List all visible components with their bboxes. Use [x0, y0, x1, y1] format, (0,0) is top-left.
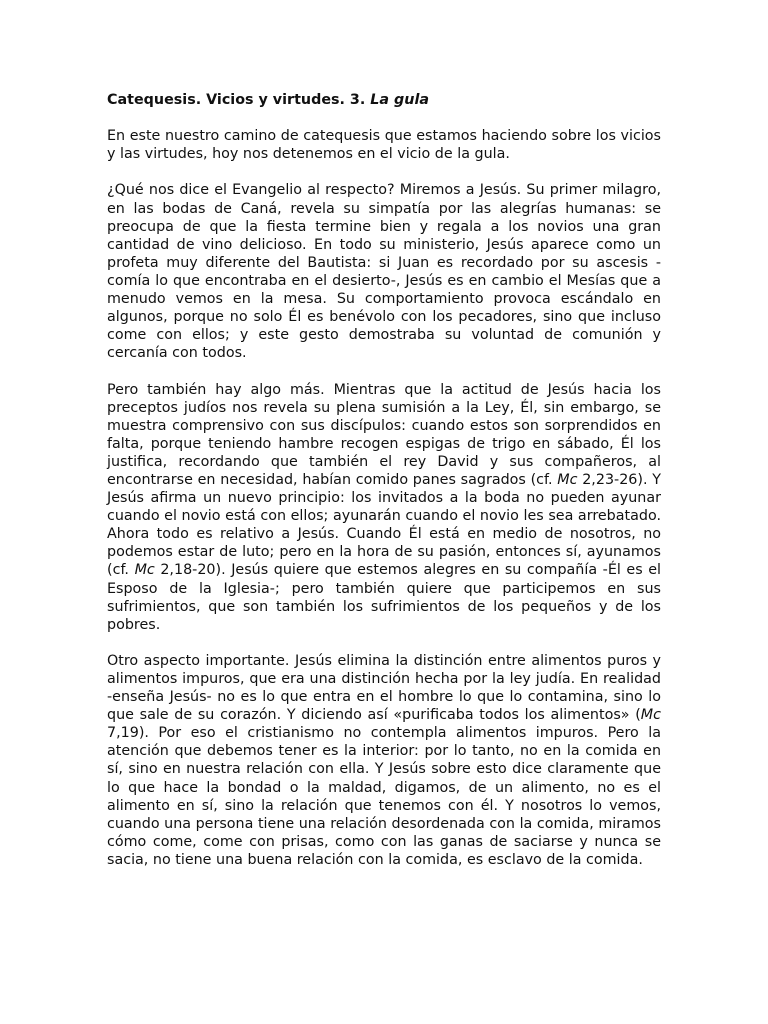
paragraph-4: [107, 652, 661, 869]
title-main: Catequesis. Vicios y virtudes. 3.: [107, 92, 371, 108]
paragraph-3-part-3: 2,18-20). Jesús quiere que estemos alegres en su compañía -Él es el Esposo de la Iglesia-; pero también quiere que participemos en sus sufrimientos, que son también los sufrimientos de los pequeños y de los pobres.: [107, 562, 661, 633]
paragraph-4-part-2: 7,19). Por eso el cristianismo no contempla alimentos impuros. Pero la atención que debemos tener es la interior: por lo tanto, no en la comida en sí, sino en nuestra relación con ella. Y Jesús sobre esto dice claramente que lo que hace la bondad o la maldad, digamos, de un alimento, no es el alimento en sí, sino la relación que tenemos con él. Y nosotros lo vemos, cuando una persona tiene una relación desordenada con la comida, miramos cómo come, come con prisas, como con las ganas de saciarse y nunca se sacia, no tiene una buena relación con la comida, es esclavo de la comida.: [107, 725, 661, 868]
paragraph-1: En este nuestro camino de catequesis que estamos haciendo sobre los vicios y las virtudes, hoy nos detenemos en el vicio de la gula.: [107, 128, 661, 163]
document-title: [107, 91, 661, 109]
paragraph-3-part-1: Pero también hay algo más. Mientras que la actitud de Jesús hacia los preceptos judíos nos revela su plena sumisión a la Ley, Él, sin embargo, se muestra comprensivo con sus discípulos: cuando estos son sorprendidos en falta, porque teniendo hambre recogen espigas de trigo en sábado, Él los justifica, recordando que también el rey David y sus compañeros, al encontrarse en necesidad, habían comido panes sagrados (cf.: [107, 381, 661, 488]
paragraph-2: ¿Qué nos dice el Evangelio al respecto? Miremos a Jesús. Su primer milagro, en las bodas de Caná, revela su simpatía por las alegrías humanas: se preocupa de que la fiesta termine bien y regala a los novios una gran cantidad de vino delicioso. En todo su ministerio, Jesús aparece como un profeta muy diferente del Bautista: si Juan es recordado por su ascesis -comía lo que encontraba en el desierto-, Jesús es en cambio el Mesías que a menudo vemos en la mesa. Su comportamiento provoca escándalo en algunos, porque no solo Él es benévolo con los pecadores, sino que incluso come con ellos; y este gesto demostraba su voluntad de comunión y cercanía con todos.: [107, 182, 661, 362]
scripture-reference: Mc: [557, 471, 578, 488]
scripture-reference: Mc: [640, 707, 661, 724]
title-italic: La gula: [370, 92, 429, 108]
paragraph-3-part-2: 2,23-26). Y Jesús afirma un nuevo principio: los invitados a la boda no pueden ayunar cuando el novio está con ellos; ayunarán cuando el novio les sea arrebatado. Ahora todo es relativo a Jesús. Cuando Él está en medio de nosotros, no podemos estar de luto; pero en la hora de su pasión, entonces sí, ayunamos (cf.: [107, 471, 661, 579]
paragraph-4-part-1: Otro aspecto importante. Jesús elimina la distinción entre alimentos puros y alimentos impuros, que era una distinción hecha por la ley judía. En realidad -enseña Jesús- no es lo que entra en el hombre lo que lo contamina, sino lo que sale de su corazón. Y diciendo así «purificaba todos los alimentos» (: [107, 652, 661, 724]
paragraph-3: [107, 381, 661, 634]
scripture-reference: Mc: [134, 562, 155, 579]
document-page: [107, 91, 661, 887]
